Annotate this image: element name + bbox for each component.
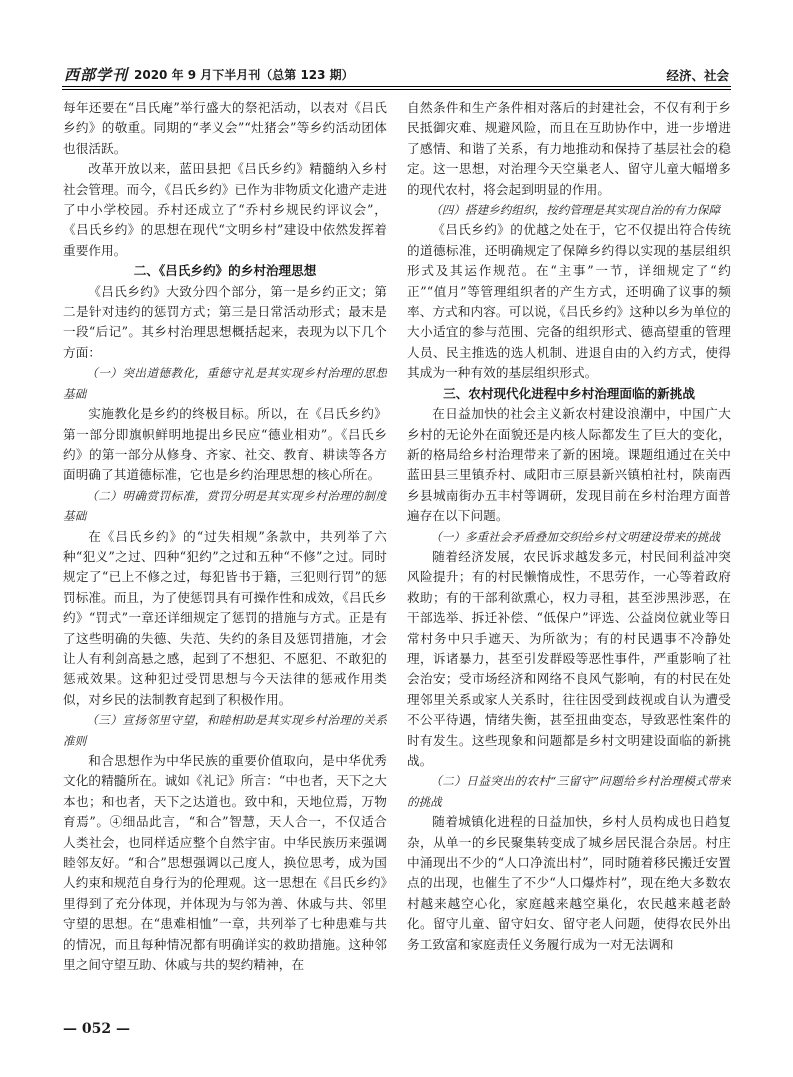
right-column — [407, 98, 731, 998]
left-paragraph: 《吕氏乡约》大致分四个部分，第一是乡约正文；第二是针对违约的惩罚方式；第三是日常活动形式；最末是一段“后记”。其乡村治理思想概括起来，表现为以下几个方面： — [63, 283, 387, 360]
right-subsection-heading: （一）多重社会矛盾叠加交织给乡村文明建设带来的挑战 — [430, 529, 721, 544]
right-subsection-heading: （四）搭建乡约组织，按约管理是其实现自治的有力保障 — [430, 203, 721, 218]
right-subsection-heading: （二）日益突出的农村“三留守”问题给乡村治理模式带来的挑战 — [407, 774, 731, 809]
left-paragraph: 实施教化是乡约的终极目标。所以，在《吕氏乡约》第一部分即旗帜鲜明地提出乡民应“德业相劝”。《吕氏乡约》的第一部分从修身、齐家、社交、教育、耕读等各方面明确了其道德标准，它也是乡约治理思想的核心所在。 — [63, 406, 387, 483]
page-number: — 052 — — [63, 1021, 130, 1037]
left-section-heading: 二、《吕氏乡约》的乡村治理思想 — [133, 263, 317, 279]
left-paragraph: 改革开放以来，蓝田县把《吕氏乡约》精髓纳入乡村社会管理。而今，《吕氏乡约》已作为非物质文化遗产走进了中小学校园。乔村还成立了“乔村乡规民约评议会”，《吕氏乡约》的思想在现代“文明乡村”建设中依然发挥着重要作用。 — [63, 161, 387, 258]
left-paragraph: 每年还要在“吕氏庵”举行盛大的祭祀活动，以表对《吕氏乡约》的敬重。同期的“孝义会”“灶猪会”等乡约活动团体也很活跃。 — [63, 100, 387, 156]
journal-logo: 西部学刊 — [64, 66, 129, 84]
left-subsection-heading: （二）明确赏罚标准，赏罚分明是其实现乡村治理的制度基础 — [63, 488, 387, 524]
right-paragraph: 自然条件和生产条件相对落后的封建社会，不仅有利于乡民抵御灾难、规避风险，而且在互助协作中，进一步增进了感情、和谐了关系，有力地推动和保持了基层社会的稳定。这一思想，对治理今天空巢老人、留守儿童大幅增多的现代农村，将会起到明显的作用。 — [407, 100, 731, 197]
section-title: 经济、社会 — [666, 68, 729, 83]
right-section-heading: 三、农村现代化进程中乡村治理面临的新挑战 — [443, 385, 695, 401]
right-paragraph: 在日益加快的社会主义新农村建设浪潮中，中国广大乡村的无论外在面貌还是内核人际都发生了巨大的变化，新的格局给乡村治理带来了新的困境。课题组通过在关中蓝田县三里镇乔村、咸阳市三原县新兴镇柏社村，陕南西乡县城南街办五丰村等调研，发现目前在乡村治理方面普遍存在以下问题。 — [407, 406, 731, 524]
left-subsection-heading: （三）宣扬邻里守望，和睦相助是其实现乡村治理的关系准则 — [63, 713, 387, 748]
issue-info: 2020 年 9 月下半月刊（总第 123 期） — [134, 68, 354, 82]
running-header — [62, 62, 731, 87]
header-rule — [62, 89, 731, 90]
right-paragraph: 随着城镇化进程的日益加快，乡村人员构成也日趋复杂，从单一的乡民聚集转变成了城乡居民混合杂居。村庄中涌现出不少的“人口净流出村”，同时随着移民搬迁安置点的出现，也催生了不少“人口爆炸村”，现在绝大多数农村越来越空心化，家庭越来越空巢化，农民越来越老龄化。留守儿童、留守妇女、留守老人问题，使得农民外出务工致富和家庭责任义务履行成为一对无法调和 — [407, 814, 731, 952]
left-subsection-heading: （一）突出道德教化，重德守礼是其实现乡村治理的思想基础 — [63, 366, 387, 401]
left-paragraph: 和合思想作为中华民族的重要价值取向，是中华优秀文化的精髓所在。诚如《礼记》所言：“中也者，天下之大本也；和也者，天下之达道也。致中和，天地位焉，万物育焉”。④细品此言，“和合”智慧，天人合一，不仅适合人类社会，也同样适应整个自然宇宙。中华民族历来强调睦邻友好。“和合”思想强调以己度人，换位思考，成为国人约束和规范自身行为的伦理观。这一思想在《吕氏乡约》里得到了充分体现，并体现为与邻为善、休戚与共、邻里守望的思想。在“患难相恤”一章，共列举了七种患难与共的情况，而且每种情况都有明确详实的救助措施。这种邻里之间守望互助、休戚与共的契约精神，在 — [63, 753, 387, 973]
left-paragraph: 在《吕氏乡约》的“过失相规”条款中，共列举了六种“犯义”之过、四种“犯约”之过和五种“不修”之过。同时规定了“已上不修之过，每犯皆书于籍，三犯则行罚”的惩罚标准。而且，为了使惩罚具有可操作性和成效，《吕氏乡约》“罚式”一章还详细规定了惩罚的措施与方式。正是有了这些明确的失德、失范、失约的条目及惩罚措施，才会让人有利剑高悬之感，起到了不想犯、不愿犯、不敢犯的惩戒效果。这种犯过受罚思想与今天法律的惩戒作用类似，对乡民的法制教育起到了积极作用。 — [63, 528, 387, 707]
right-paragraph: 《吕氏乡约》的优越之处在于，它不仅提出符合传统的道德标准，还明确规定了保障乡约得以实现的基层组织形式及其运作规范。在“主事”一节，详细规定了“约正”“值月”等管理组织者的产生方式，还明确了议事的频率、方式和内容。可以说，《吕氏乡约》这种以乡为单位的大小适宜的参与范围、完备的组织形式、德高望重的管理人员、民主推选的选人机制、进退自由的入约方式，使得其成为一种有效的基层组织形式。 — [407, 222, 731, 381]
right-paragraph: 随着经济发展，农民诉求越发多元，村民间利益冲突风险提升；有的村民懒惰成性，不思劳作，一心等着政府救助；有的干部利欲熏心，权力寻租，甚至涉黑涉恶，在干部选举、拆迁补偿、“低保户”评选、公益岗位就业等日常村务中只手遮天、为所欲为；有的村民遇事不冷静处理，诉诸暴力，甚至引发群殴等恶性事件，严重影响了社会治安；受市场经济和网络不良风气影响，有的村民在处理邻里关系或家人关系时，往往因受到歧视或自认为遭受不公平待遇，情绪失衡，甚至扭曲变态，导致恶性案件的时有发生。这些现象和问题都是乡村文明建设面临的新挑战。 — [407, 548, 731, 768]
left-column — [63, 98, 387, 998]
